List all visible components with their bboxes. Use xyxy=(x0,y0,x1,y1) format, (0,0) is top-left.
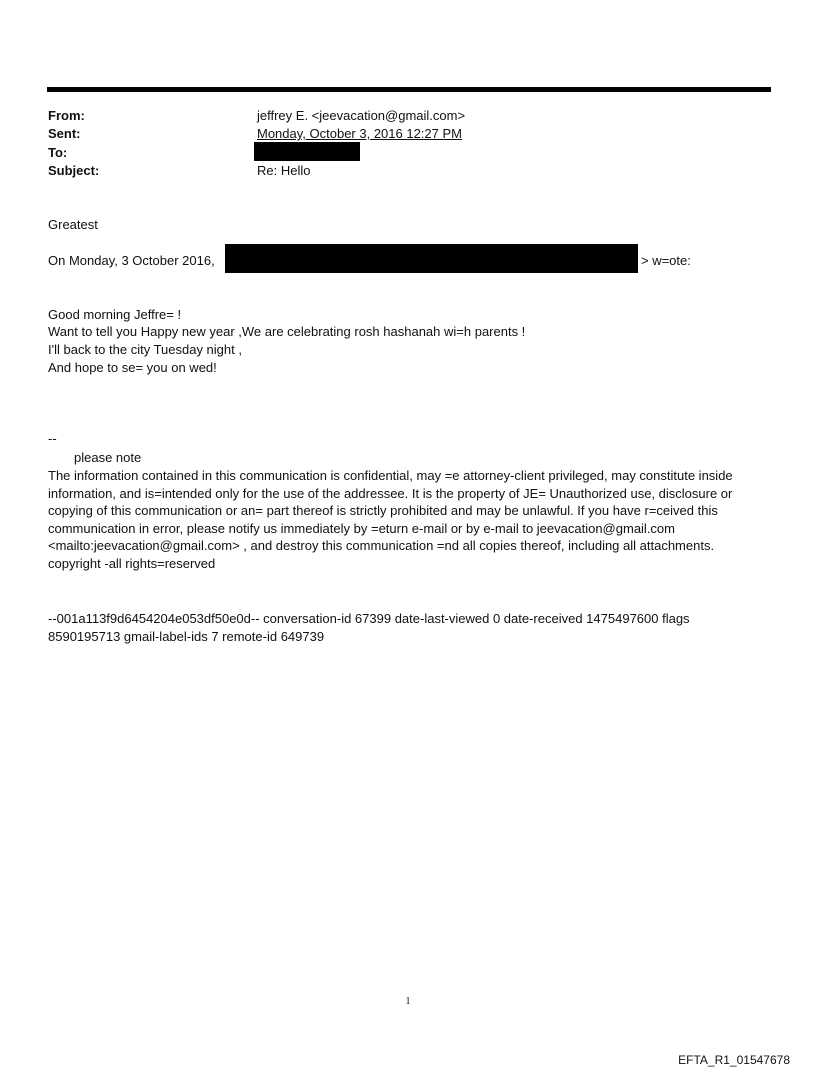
page-number: 1 xyxy=(405,996,411,1007)
subject-value: Re: Hello xyxy=(257,163,311,178)
subject-row xyxy=(48,162,748,180)
to-label: To: xyxy=(48,145,68,160)
from-value: jeffrey E. <jeevacation@gmail.com> xyxy=(257,108,466,123)
message-line: And hope to se= you on wed! xyxy=(48,360,217,375)
subject-label: Subject: xyxy=(48,163,100,178)
message-metadata: --001a113f9d6454204e053df50e0d-- conversation-id 67399 date-last-viewed 0 date-received 1475497600 flags 8590195713 gmail-label-ids 7 remote-id 649739 xyxy=(48,611,690,644)
signature-separator: -- xyxy=(48,431,57,446)
from-label: From: xyxy=(48,108,85,123)
from-row xyxy=(48,107,748,125)
signature-note: please note xyxy=(74,450,142,465)
confidentiality-disclaimer: The information contained in this communication is confidential, may =e attorney-client privileged, may constitute inside information, and is=intended only for the use of the addressee. It is the property of JE= Unauthorized use, disclosure or copying of this communication or an= part thereof is strictly prohibited and may be unlawful. If you have r=ceived this communication in error, please notify us immediately by =eturn e-mail or by e-mail to jeevacation@gmail.com <mailto:jeevacation@gmail.com> , and destroy this communication =nd all copies thereof, including all attachments. copyright -all rights=reserved xyxy=(48,468,733,571)
top-rule xyxy=(47,87,771,92)
message-line: I'll back to the city Tuesday night , xyxy=(48,342,242,357)
quote-intro: On Monday, 3 October 2016, xyxy=(48,253,215,268)
quote-suffix: > w=ote: xyxy=(641,253,691,268)
sender-redaction xyxy=(225,244,638,273)
sent-value: Monday, October 3, 2016 12:27 PM xyxy=(257,126,462,141)
message-line: Want to tell you Happy new year ,We are celebrating rosh hashanah wi=h parents ! xyxy=(48,324,526,339)
sent-label: Sent: xyxy=(48,126,81,141)
to-redaction xyxy=(254,142,360,161)
to-row xyxy=(48,144,748,162)
document-id: EFTA_R1_01547678 xyxy=(678,1053,790,1067)
sent-row xyxy=(48,125,748,143)
greeting: Greatest xyxy=(48,217,98,232)
message-line: Good morning Jeffre= ! xyxy=(48,307,182,322)
